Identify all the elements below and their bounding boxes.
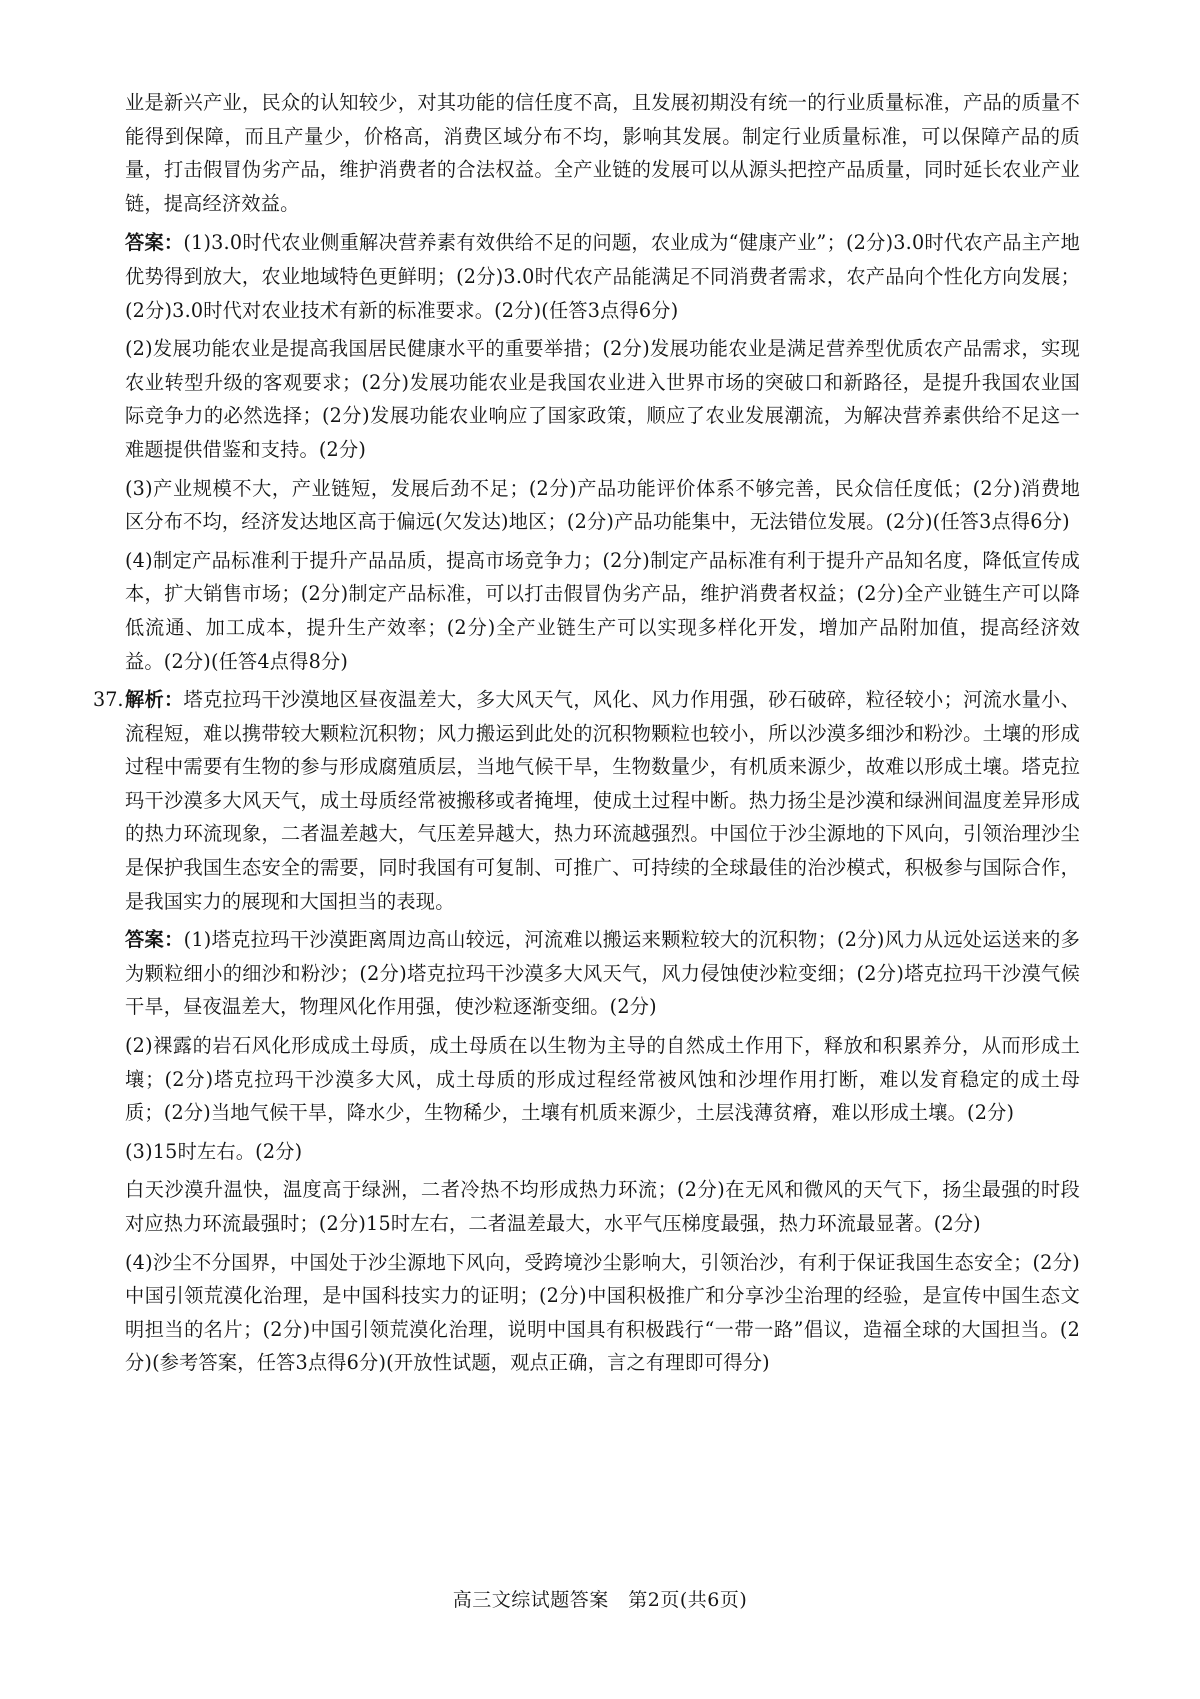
analysis-label: 解析： [125, 688, 184, 712]
answer-text: (1)塔克拉玛干沙漠距离周边高山较远，河流难以搬运来颗粒较大的沉积物；(2分)风力从远处运送来的多为颗粒细小的细沙和粉沙；(2分)塔克拉玛干沙漠多大风天气，风力侵蚀使沙粒变细；(2分)塔克拉玛干沙漠气候干旱，昼夜温差大，物理风化作用强，使沙粒逐渐变细。(2分) [125, 928, 1080, 1019]
answer-36-part-1 [125, 226, 1080, 327]
answer-37-part-4: (4)沙尘不分国界，中国处于沙尘源地下风向，受跨境沙尘影响大，引领治沙，有利于保证我国生态安全；(2分)中国引领荒漠化治理，是中国科技实力的证明；(2分)中国积极推广和分享沙尘治理的经验，是宣传中国生态文明担当的名片；(2分)中国引领荒漠化治理，说明中国具有积极践行“一带一路”倡议，造福全球的大国担当。(2分)(参考答案，任答3点得6分)(开放性试题，观点正确，言之有理即可得分) [125, 1250, 1080, 1375]
answer-label: 答案： [125, 231, 184, 255]
answer-36-part-3: (3)产业规模不大，产业链短，发展后劲不足；(2分)产品功能评价体系不够完善，民众信任度低；(2分)消费地区分布不均，经济发达地区高于偏远(欠发达)地区；(2分)产品功能集中，无法错位发展。(2分)(任答3点得6分) [125, 476, 1080, 534]
answer-37-part-2: (2)裸露的岩石风化形成成土母质，成土母质在以生物为主导的自然成土作用下，释放和积累养分，从而形成土壤；(2分)塔克拉玛干沙漠多大风，成土母质的形成过程经常被风蚀和沙埋作用打断，难以发育稳定的成土母质；(2分)当地气候干旱，降水少，生物稀少，土壤有机质来源少，土层浅薄贫瘠，难以形成土壤。(2分) [125, 1034, 1080, 1125]
answer-36-part-2: (2)发展功能农业是提高我国居民健康水平的重要举措；(2分)发展功能农业是满足营养型优质农产品需求，实现农业转型升级的客观要求；(2分)发展功能农业是我国农业进入世界市场的突破口和新路径，是提升我国农业国际竞争力的必然选择；(2分)发展功能农业响应了国家政策，顺应了农业发展潮流，为解决营养素供给不足这一难题提供借鉴和支持。(2分) [125, 337, 1080, 461]
analysis-37 [125, 683, 1080, 918]
question-number: 37. [93, 688, 124, 712]
analysis-text: 塔克拉玛干沙漠地区昼夜温差大，多大风天气，风化、风力作用强，砂石破碎，粒径较小；河流水量小、流程短，难以携带较大颗粒沉积物；风力搬运到此处的沉积物颗粒也较小，所以沙漠多细沙和粉沙。土壤的形成过程中需要有生物的参与形成腐殖质层，当地气候干旱，生物数量少，有机质来源少，故难以形成土壤。塔克拉玛干沙漠多大风天气，成土母质经常被搬移或者掩埋，使成土过程中断。热力扬尘是沙漠和绿洲间温度差异形成的热力环流现象，二者温差越大，气压差异越大，热力环流越强烈。中国位于沙尘源地的下风向，引领治理沙尘是保护我国生态安全的需要，同时我国有可复制、可推广、可持续的全球最佳的治沙模式，积极参与国际合作，是我国实力的展现和大国担当的表现。 [125, 688, 1080, 913]
page-footer: 高三文综试题答案 第2页(共6页) [452, 1589, 748, 1611]
answer-label: 答案： [125, 928, 184, 952]
answer-36-part-4: (4)制定产品标准利于提升产品品质，提高市场竞争力；(2分)制定产品标准有利于提升产品知名度，降低宣传成本，扩大销售市场；(2分)制定产品标准，可以打击假冒伪劣产品，维护消费者权益；(2分)全产业链生产可以降低流通、加工成本，提升生产效率；(2分)全产业链生产可以实现多样化开发，增加产品附加值，提高经济效益。(2分)(任答4点得8分) [125, 548, 1080, 673]
answer-37-part-3-explanation: 白天沙漠升温快，温度高于绿洲，二者冷热不均形成热力环流；(2分)在无风和微风的天气下，扬尘最强的时段对应热力环流最强时；(2分)15时左右，二者温差最大，水平气压梯度最强，热力环流最显著。(2分) [125, 1178, 1080, 1235]
answer-37-part-1 [125, 923, 1080, 1024]
answer-body [93, 86, 1080, 1385]
answer-text: (1)3.0时代农业侧重解决营养素有效供给不足的问题，农业成为“健康产业”；(2分)3.0时代农产品主产地优势得到放大，农业地域特色更鲜明；(2分)3.0时代农产品能满足不同消费者需求，农产品向个性化方向发展；(2分)3.0时代对农业技术有新的标准要求。(2分)(任答3点得6分) [125, 231, 1080, 322]
answer-37-part-3: (3)15时左右。(2分) [125, 1139, 303, 1163]
paragraph-intro: 业是新兴产业，民众的认知较少，对其功能的信任度不高，且发展初期没有统一的行业质量标准，产品的质量不能得到保障，而且产量少，价格高，消费区域分布不均，影响其发展。制定行业质量标准，可以保障产品的质量，打击假冒伪劣产品，维护消费者的合法权益。全产业链的发展可以从源头把控产品质量，同时延长农业产业链，提高经济效益。 [125, 91, 1080, 215]
question-37 [93, 683, 1080, 918]
